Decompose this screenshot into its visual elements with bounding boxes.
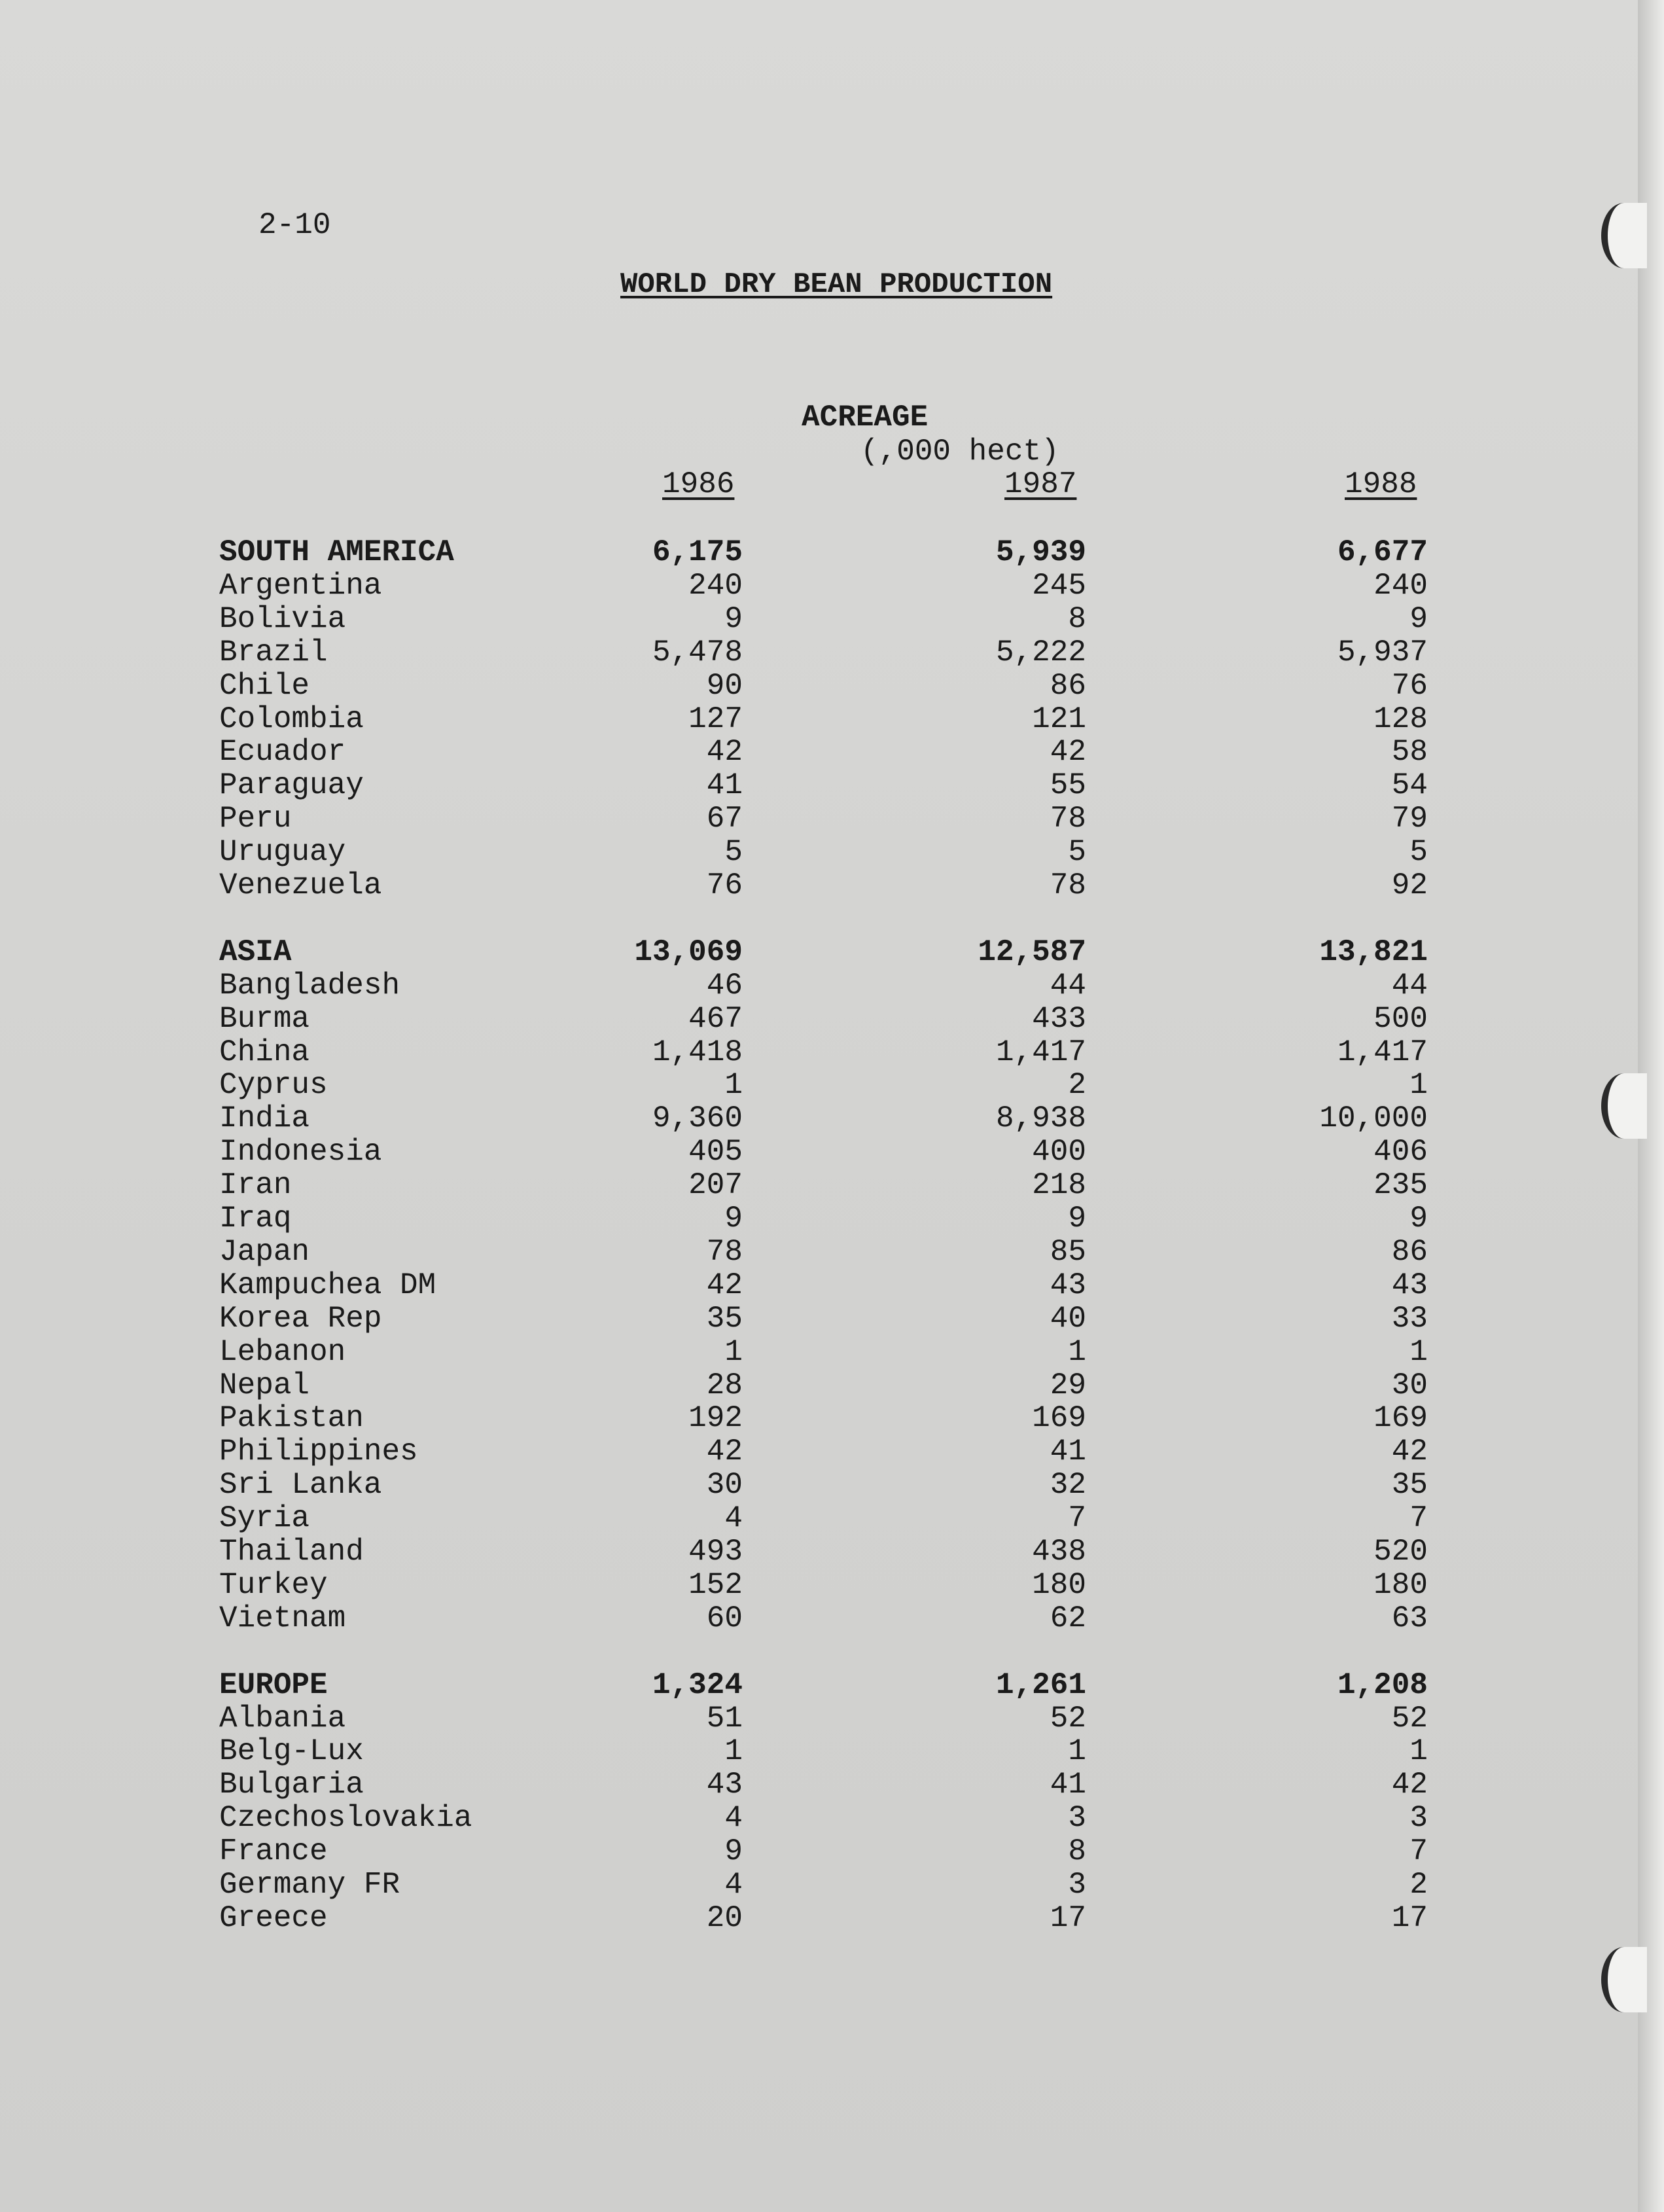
value-1988: 63 — [1391, 1601, 1428, 1635]
table-row — [0, 1168, 1664, 1202]
table-row — [0, 1734, 1664, 1768]
value-1988: 42 — [1391, 1768, 1428, 1802]
value-1986: 4 — [724, 1868, 743, 1902]
value-1986: 20 — [706, 1901, 743, 1935]
value-1987: 85 — [1050, 1235, 1086, 1269]
page-title: WORLD DRY BEAN PRODUCTION — [620, 268, 1053, 301]
country-name: Chile — [219, 669, 310, 703]
country-name: Turkey — [219, 1568, 328, 1602]
value-1987: 12,587 — [978, 935, 1086, 969]
country-name: Pakistan — [219, 1401, 364, 1435]
value-1988: 7 — [1409, 1501, 1428, 1535]
value-1986: 13,069 — [634, 935, 743, 969]
value-1986: 67 — [706, 802, 743, 836]
country-name: China — [219, 1035, 310, 1069]
value-1986: 9 — [724, 602, 743, 636]
value-1987: 62 — [1050, 1601, 1086, 1635]
value-1986: 76 — [706, 868, 743, 902]
country-name: Korea Rep — [219, 1302, 382, 1336]
country-name: Greece — [219, 1901, 328, 1935]
value-1986: 43 — [706, 1768, 743, 1802]
value-1987: 78 — [1050, 802, 1086, 836]
country-name: Ecuador — [219, 735, 346, 769]
value-1986: 30 — [706, 1468, 743, 1502]
value-1986: 152 — [688, 1568, 743, 1602]
table-row — [0, 1901, 1664, 1935]
country-name: Bolivia — [219, 602, 346, 636]
table-row — [0, 569, 1664, 603]
region-row — [0, 935, 1664, 969]
value-1988: 406 — [1373, 1135, 1428, 1169]
table-row — [0, 1702, 1664, 1736]
header-unit: (,000 hect) — [860, 435, 1059, 469]
value-1987: 245 — [1032, 569, 1086, 603]
value-1986: 60 — [706, 1601, 743, 1635]
table-row — [0, 1435, 1664, 1469]
table-row — [0, 1302, 1664, 1336]
region-row — [0, 1668, 1664, 1702]
value-1986: 127 — [688, 702, 743, 736]
country-name: Kampuchea DM — [219, 1268, 436, 1302]
country-name: India — [219, 1101, 310, 1135]
value-1987: 32 — [1050, 1468, 1086, 1502]
value-1986: 42 — [706, 1435, 743, 1469]
page-number: 2-10 — [258, 208, 331, 242]
value-1986: 35 — [706, 1302, 743, 1336]
value-1987: 8 — [1068, 602, 1086, 636]
country-name: Thailand — [219, 1535, 364, 1569]
table-row — [0, 835, 1664, 869]
country-name: Philippines — [219, 1435, 418, 1469]
country-name: Iraq — [219, 1202, 292, 1236]
value-1988: 1 — [1409, 1734, 1428, 1768]
country-name: Albania — [219, 1702, 346, 1736]
country-name: Venezuela — [219, 868, 382, 902]
value-1988: 42 — [1391, 1435, 1428, 1469]
country-name: Uruguay — [219, 835, 346, 869]
value-1988: 1 — [1409, 1068, 1428, 1102]
value-1987: 218 — [1032, 1168, 1086, 1202]
table-row — [0, 1101, 1664, 1135]
table-row — [0, 1768, 1664, 1802]
value-1986: 1 — [724, 1335, 743, 1369]
value-1987: 55 — [1050, 768, 1086, 802]
value-1987: 1,261 — [995, 1668, 1086, 1702]
value-1986: 493 — [688, 1535, 743, 1569]
value-1988: 43 — [1391, 1268, 1428, 1302]
table-row — [0, 1035, 1664, 1069]
value-1988: 500 — [1373, 1002, 1428, 1036]
value-1986: 1,418 — [652, 1035, 743, 1069]
value-1986: 6,175 — [652, 535, 743, 569]
table-row — [0, 1401, 1664, 1435]
value-1987: 8,938 — [995, 1101, 1086, 1135]
table-row — [0, 1535, 1664, 1569]
value-1987: 43 — [1050, 1268, 1086, 1302]
value-1987: 438 — [1032, 1535, 1086, 1569]
value-1986: 90 — [706, 669, 743, 703]
value-1986: 1,324 — [652, 1668, 743, 1702]
value-1987: 17 — [1050, 1901, 1086, 1935]
value-1988: 44 — [1391, 969, 1428, 1003]
value-1986: 51 — [706, 1702, 743, 1736]
value-1987: 41 — [1050, 1435, 1086, 1469]
value-1988: 3 — [1409, 1801, 1428, 1835]
value-1986: 46 — [706, 969, 743, 1003]
value-1988: 180 — [1373, 1568, 1428, 1602]
value-1988: 2 — [1409, 1868, 1428, 1902]
value-1986: 9 — [724, 1834, 743, 1868]
value-1988: 58 — [1391, 735, 1428, 769]
value-1988: 17 — [1391, 1901, 1428, 1935]
value-1988: 1 — [1409, 1335, 1428, 1369]
table-row — [0, 602, 1664, 636]
header-acreage: ACREAGE — [802, 401, 929, 435]
value-1987: 29 — [1050, 1368, 1086, 1402]
value-1987: 5 — [1068, 835, 1086, 869]
value-1988: 169 — [1373, 1401, 1428, 1435]
table-row — [0, 1235, 1664, 1269]
value-1987: 86 — [1050, 669, 1086, 703]
value-1987: 5,939 — [995, 535, 1086, 569]
value-1986: 42 — [706, 1268, 743, 1302]
value-1987: 44 — [1050, 969, 1086, 1003]
value-1988: 10,000 — [1319, 1101, 1428, 1135]
table-row — [0, 1202, 1664, 1236]
value-1987: 3 — [1068, 1801, 1086, 1835]
table-row — [0, 1568, 1664, 1602]
country-name: Iran — [219, 1168, 292, 1202]
value-1987: 121 — [1032, 702, 1086, 736]
value-1986: 467 — [688, 1002, 743, 1036]
value-1987: 1 — [1068, 1734, 1086, 1768]
value-1986: 1 — [724, 1068, 743, 1102]
country-name: Indonesia — [219, 1135, 382, 1169]
value-1986: 5,478 — [652, 635, 743, 669]
value-1987: 433 — [1032, 1002, 1086, 1036]
value-1986: 9,360 — [652, 1101, 743, 1135]
value-1988: 33 — [1391, 1302, 1428, 1336]
value-1988: 13,821 — [1319, 935, 1428, 969]
header-year-1986: 1986 — [662, 467, 735, 501]
region-row — [0, 535, 1664, 569]
value-1987: 169 — [1032, 1401, 1086, 1435]
country-name: Czechoslovakia — [219, 1801, 472, 1835]
value-1987: 52 — [1050, 1702, 1086, 1736]
value-1987: 180 — [1032, 1568, 1086, 1602]
country-name: Bulgaria — [219, 1768, 364, 1802]
value-1988: 235 — [1373, 1168, 1428, 1202]
value-1988: 76 — [1391, 669, 1428, 703]
table-row — [0, 1368, 1664, 1402]
table-row — [0, 1002, 1664, 1036]
value-1988: 79 — [1391, 802, 1428, 836]
country-name: Nepal — [219, 1368, 310, 1402]
country-name: Colombia — [219, 702, 364, 736]
table-row — [0, 802, 1664, 836]
value-1988: 35 — [1391, 1468, 1428, 1502]
table-row — [0, 1834, 1664, 1868]
country-name: Brazil — [219, 635, 328, 669]
table-row — [0, 1335, 1664, 1369]
value-1988: 9 — [1409, 602, 1428, 636]
value-1988: 9 — [1409, 1202, 1428, 1236]
country-name: Lebanon — [219, 1335, 346, 1369]
region-name: SOUTH AMERICA — [219, 535, 454, 569]
table-row — [0, 669, 1664, 703]
header-year-1988: 1988 — [1345, 467, 1417, 501]
table-row — [0, 1868, 1664, 1902]
value-1987: 2 — [1068, 1068, 1086, 1102]
value-1988: 30 — [1391, 1368, 1428, 1402]
table-row — [0, 969, 1664, 1003]
value-1987: 1,417 — [995, 1035, 1086, 1069]
country-name: Belg-Lux — [219, 1734, 364, 1768]
value-1986: 207 — [688, 1168, 743, 1202]
value-1986: 41 — [706, 768, 743, 802]
value-1988: 520 — [1373, 1535, 1428, 1569]
table-row — [0, 1468, 1664, 1502]
country-name: Japan — [219, 1235, 310, 1269]
value-1986: 4 — [724, 1801, 743, 1835]
table-row — [0, 1068, 1664, 1102]
country-name: France — [219, 1834, 328, 1868]
table-row — [0, 735, 1664, 769]
value-1988: 7 — [1409, 1834, 1428, 1868]
value-1986: 405 — [688, 1135, 743, 1169]
value-1987: 5,222 — [995, 635, 1086, 669]
value-1987: 1 — [1068, 1335, 1086, 1369]
value-1986: 5 — [724, 835, 743, 869]
country-name: Vietnam — [219, 1601, 346, 1635]
country-name: Peru — [219, 802, 292, 836]
value-1986: 9 — [724, 1202, 743, 1236]
table-row — [0, 635, 1664, 669]
country-name: Paraguay — [219, 768, 364, 802]
table-row — [0, 1601, 1664, 1635]
value-1988: 1,417 — [1337, 1035, 1428, 1069]
value-1987: 9 — [1068, 1202, 1086, 1236]
value-1987: 400 — [1032, 1135, 1086, 1169]
country-name: Germany FR — [219, 1868, 400, 1902]
country-name: Burma — [219, 1002, 310, 1036]
country-name: Bangladesh — [219, 969, 400, 1003]
value-1986: 240 — [688, 569, 743, 603]
value-1987: 42 — [1050, 735, 1086, 769]
table-row — [0, 1268, 1664, 1302]
value-1988: 92 — [1391, 868, 1428, 902]
value-1988: 240 — [1373, 569, 1428, 603]
value-1988: 1,208 — [1337, 1668, 1428, 1702]
value-1987: 41 — [1050, 1768, 1086, 1802]
country-name: Cyprus — [219, 1068, 328, 1102]
value-1987: 8 — [1068, 1834, 1086, 1868]
region-name: EUROPE — [219, 1668, 328, 1702]
value-1986: 4 — [724, 1501, 743, 1535]
value-1986: 28 — [706, 1368, 743, 1402]
value-1988: 86 — [1391, 1235, 1428, 1269]
table-row — [0, 1135, 1664, 1169]
value-1987: 3 — [1068, 1868, 1086, 1902]
value-1987: 7 — [1068, 1501, 1086, 1535]
value-1988: 54 — [1391, 768, 1428, 802]
country-name: Syria — [219, 1501, 310, 1535]
table-row — [0, 1501, 1664, 1535]
value-1986: 1 — [724, 1734, 743, 1768]
header-year-1987: 1987 — [1004, 467, 1077, 501]
value-1988: 5 — [1409, 835, 1428, 869]
table-row — [0, 1801, 1664, 1835]
value-1987: 40 — [1050, 1302, 1086, 1336]
table-row — [0, 868, 1664, 902]
value-1986: 192 — [688, 1401, 743, 1435]
value-1986: 42 — [706, 735, 743, 769]
table-row — [0, 702, 1664, 736]
region-name: ASIA — [219, 935, 292, 969]
value-1988: 5,937 — [1337, 635, 1428, 669]
country-name: Argentina — [219, 569, 382, 603]
value-1988: 52 — [1391, 1702, 1428, 1736]
value-1987: 78 — [1050, 868, 1086, 902]
country-name: Sri Lanka — [219, 1468, 382, 1502]
value-1988: 6,677 — [1337, 535, 1428, 569]
table-row — [0, 768, 1664, 802]
value-1986: 78 — [706, 1235, 743, 1269]
value-1988: 128 — [1373, 702, 1428, 736]
